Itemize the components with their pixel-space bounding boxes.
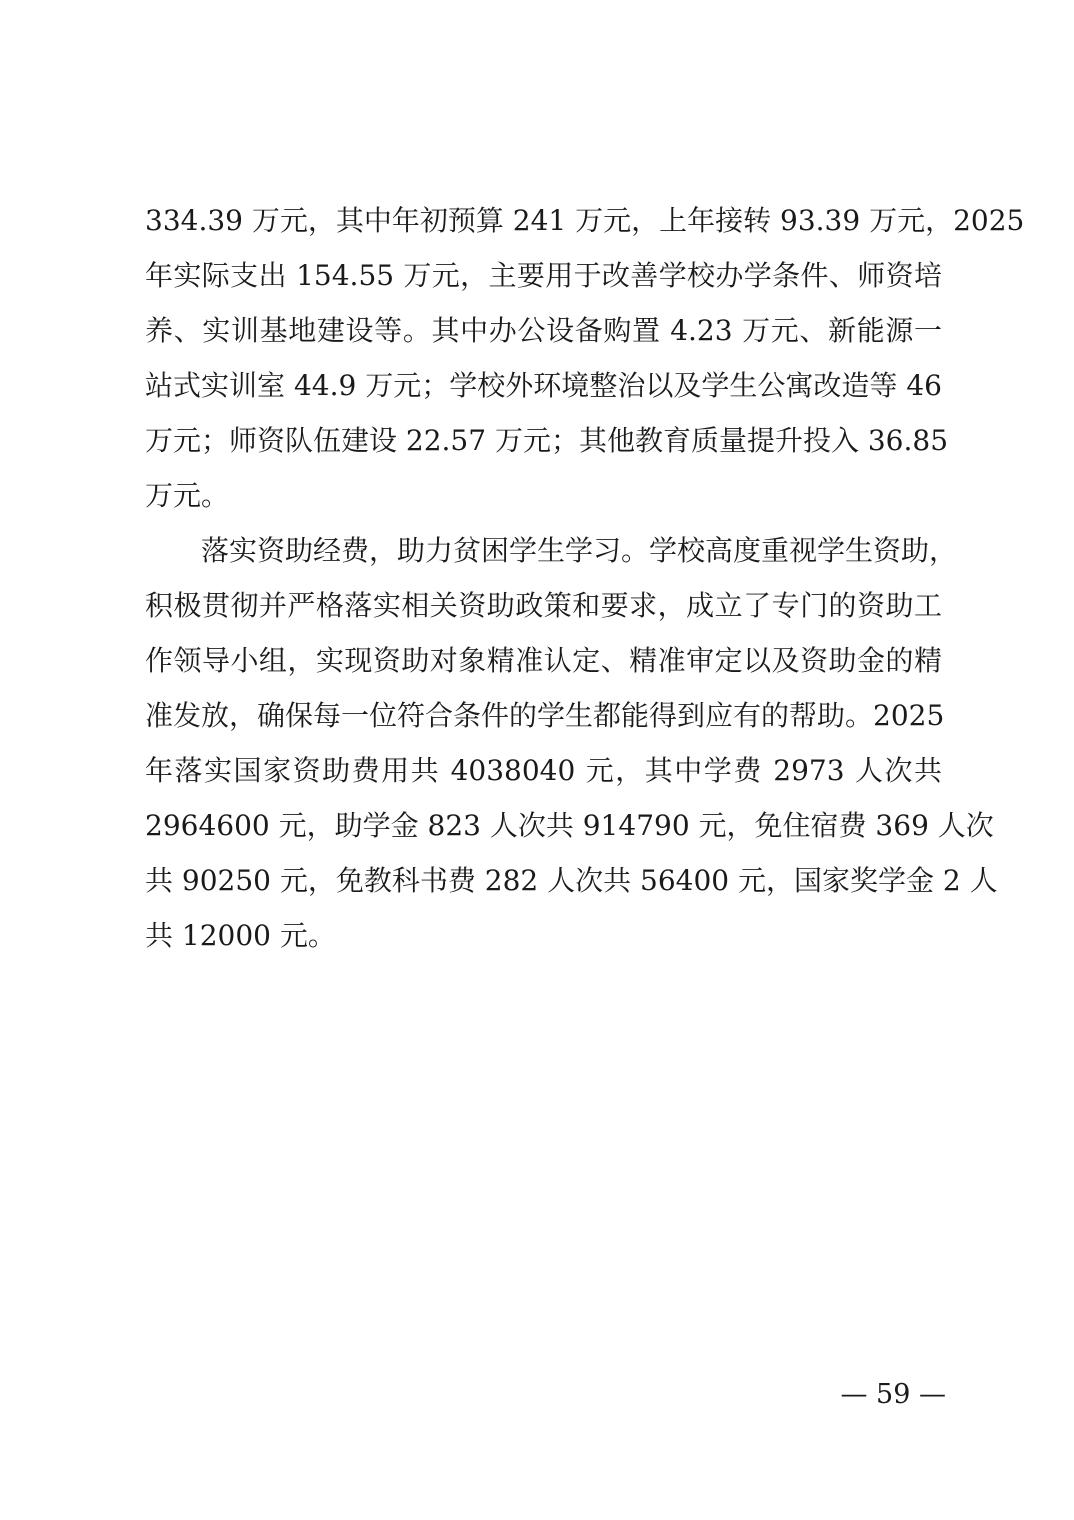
paragraph-1-line-4: 站式实训室 44.9 万元；学校外环境整治以及学生公寓改造等 46 [145,369,942,402]
paragraph-2-line-2: 积极贯彻并严格落实相关资助政策和要求，成立了专门的资助工 [145,589,942,622]
paragraph-1-line-1: 334.39 万元，其中年初预算 241 万元，上年接转 93.39 万元，2025 [145,204,1025,237]
paragraph-1-line-6: 万元。 [145,479,230,512]
paragraph-2-line-5: 年落实国家资助费用共 4038040 元，其中学费 2973 人次共 [145,754,942,787]
paragraph-2-line-6: 2964600 元，助学金 823 人次共 914790 元，免住宿费 369 人次 [145,809,994,842]
paragraph-2-line-8: 共 12000 元。 [145,919,336,952]
paragraph-2-line-7: 共 90250 元，免教科书费 282 人次共 56400 元，国家奖学金 2 人 [145,864,998,897]
paragraph-2-line-3: 作领导小组，实现资助对象精准认定、精准审定以及资助金的精 [145,644,942,677]
paragraph-1-line-2: 年实际支出 154.55 万元，主要用于改善学校办学条件、师资培 [145,259,942,292]
paragraph-2-line-4: 准发放，确保每一位符合条件的学生都能得到应有的帮助。2025 [145,699,945,732]
page-number: — 59 — [840,1379,946,1410]
paragraph-1-line-3: 养、实训基地建设等。其中办公设备购置 4.23 万元、新能源一 [145,314,942,347]
paragraph-2-line-1: 落实资助经费，助力贫困学生学习。学校高度重视学生资助， [201,534,958,567]
paragraph-1-line-5: 万元；师资队伍建设 22.57 万元；其他教育质量提升投入 36.85 [145,424,949,457]
